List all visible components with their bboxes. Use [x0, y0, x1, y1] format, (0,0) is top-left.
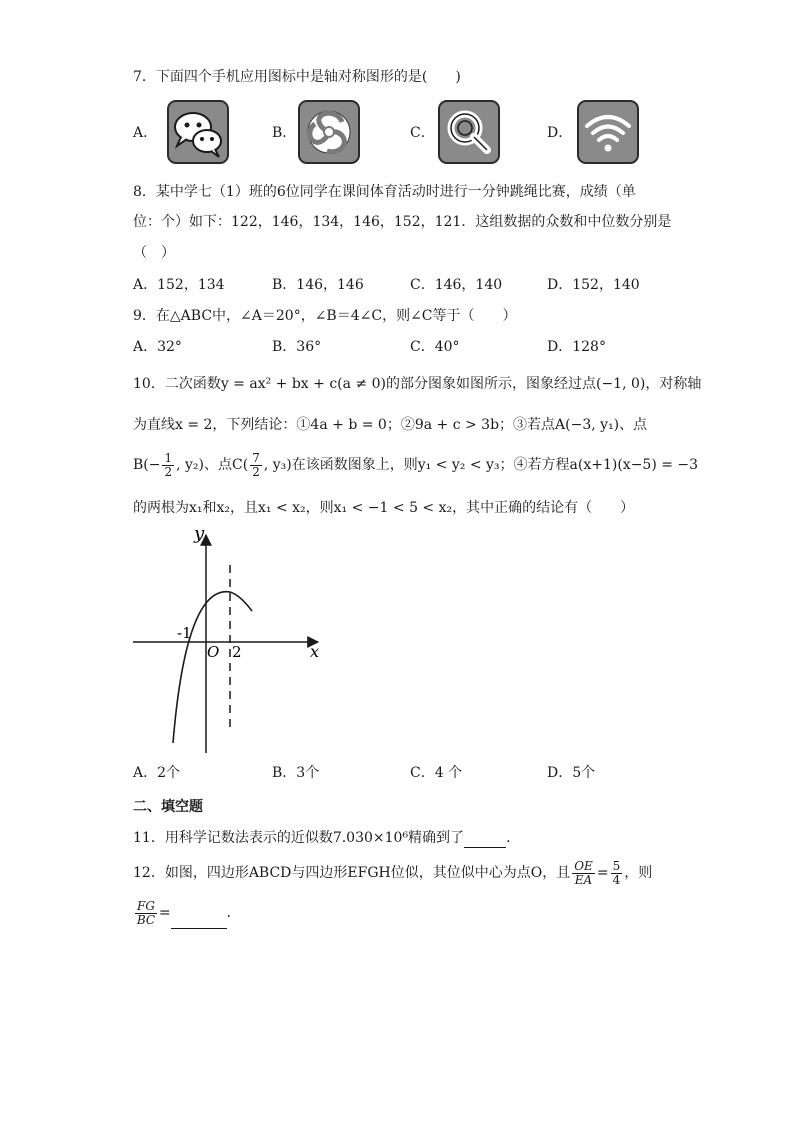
q10-line3-part-c: , y₃)在该函数图象上，则y₁ < y₂ < y₃；④若方程a(x+1)(x−5) = −3	[263, 457, 699, 473]
q10-fraction-half	[162, 452, 174, 479]
q12-text-a: 12．如图，四边形ABCD与四边形EFGH位似，其位似中心为点O，且	[133, 865, 571, 881]
q10-frac2-den: 2	[252, 464, 260, 479]
q12-text-c: ，则	[624, 865, 653, 881]
q10-stem-line3	[133, 451, 698, 479]
q9-option-d: D．128°	[547, 339, 606, 355]
q11-text: 11．用科学记数法表示的近似数7.030×10⁶精确到了	[133, 830, 465, 846]
q7-option-a-label: A．	[133, 125, 158, 141]
q8-option-b: B．146，146	[272, 277, 364, 293]
q8-stem-line3: （ ）	[133, 245, 175, 261]
swirl-icon	[298, 100, 360, 164]
q11-answer-blank[interactable]	[464, 829, 506, 848]
q12-frac2-den: 4	[612, 872, 621, 887]
q7-stem: 7．下面四个手机应用图标中是轴对称图形的是( )	[133, 69, 461, 85]
y-axis-label: y	[194, 525, 205, 544]
q12-end: ．	[226, 905, 241, 921]
q7-option-d-label: D．	[547, 125, 573, 141]
q12-text-d: =	[158, 905, 171, 921]
q12-frac3-den: BC	[136, 912, 156, 927]
section-title-fill-in: 二、填空题	[133, 799, 203, 815]
q9-option-c: C．40°	[410, 339, 460, 355]
wifi-icon	[577, 100, 639, 164]
q10-line3-part-b: , y₂)、点C(	[176, 457, 249, 473]
q10-frac2-num: 7	[252, 450, 260, 465]
x-axis-label: x	[310, 642, 320, 661]
q9-option-a: A．32°	[133, 339, 182, 355]
q10-option-a: A．2个	[133, 765, 181, 781]
parabola-curve	[173, 592, 252, 743]
q12-answer-blank[interactable]	[171, 898, 227, 929]
q10-line3-part-a: B(−	[133, 457, 161, 473]
q12-fraction-fg-bc	[135, 900, 157, 927]
q10-stem-line2: 为直线x = 2，下列结论：①4a + b = 0；②9a + c > 3b；③若点A(−3, y₁)、点	[133, 417, 648, 433]
q12-fraction-five-fourths	[611, 860, 623, 887]
q10-option-d: D．5个	[547, 765, 596, 781]
q10-stem-line4: 的两根为x₁和x₂，且x₁ < x₂，则x₁ < −1 < 5 < x₂，其中正确的结论有（ ）	[133, 500, 635, 516]
q10-option-b: B．3个	[272, 765, 320, 781]
q9-option-b: B．36°	[272, 339, 322, 355]
q11-end: ．	[506, 830, 521, 846]
q8-option-d: D．152，140	[547, 277, 640, 293]
q10-option-c: C．4 个	[410, 765, 463, 781]
q8-stem-line2: 位：个）如下：122，146，134，146，152，121．这组数据的众数和中位数分别是	[133, 214, 672, 230]
tick-label-2: 2	[232, 643, 242, 661]
q10-stem-line1: 10．二次函数y = ax² + bx + c(a ≠ 0)的部分图象如图所示，图象经过点(−1, 0)，对称轴	[133, 376, 702, 392]
q10-frac1-den: 2	[164, 464, 173, 479]
q12-fraction-oe-ea	[572, 860, 595, 887]
q9-stem: 9．在△ABC中，∠A＝20°，∠B＝4∠C，则∠C等于（ ）	[133, 308, 517, 324]
q12-frac2-num: 5	[612, 858, 621, 873]
q12-text-b: =	[596, 865, 609, 881]
q12-frac1-num: OE	[574, 858, 593, 873]
q12-stem-line1	[133, 858, 652, 888]
wechat-icon	[167, 100, 229, 164]
origin-label: O	[207, 643, 220, 661]
q10-fraction-seven-halves	[250, 452, 262, 479]
q12-frac3-num: FG	[137, 898, 155, 913]
q8-option-c: C．146，140	[410, 277, 503, 293]
q11-stem	[133, 829, 520, 848]
q8-stem-line1: 8．某中学七（1）班的6位同学在课间体育活动时进行一分钟跳绳比赛，成绩（单	[133, 184, 636, 200]
parabola-graph	[128, 525, 328, 760]
q10-frac1-num: 1	[164, 450, 173, 465]
q8-option-a: A．152，134	[133, 277, 225, 293]
q7-option-b-label: B．	[272, 125, 297, 141]
q12-frac1-den: EA	[574, 872, 593, 887]
magnifier-icon	[438, 100, 500, 164]
q12-stem-line2	[133, 898, 241, 929]
tick-label-neg1: -1	[177, 624, 192, 642]
q7-option-c-label: C．	[410, 125, 435, 141]
